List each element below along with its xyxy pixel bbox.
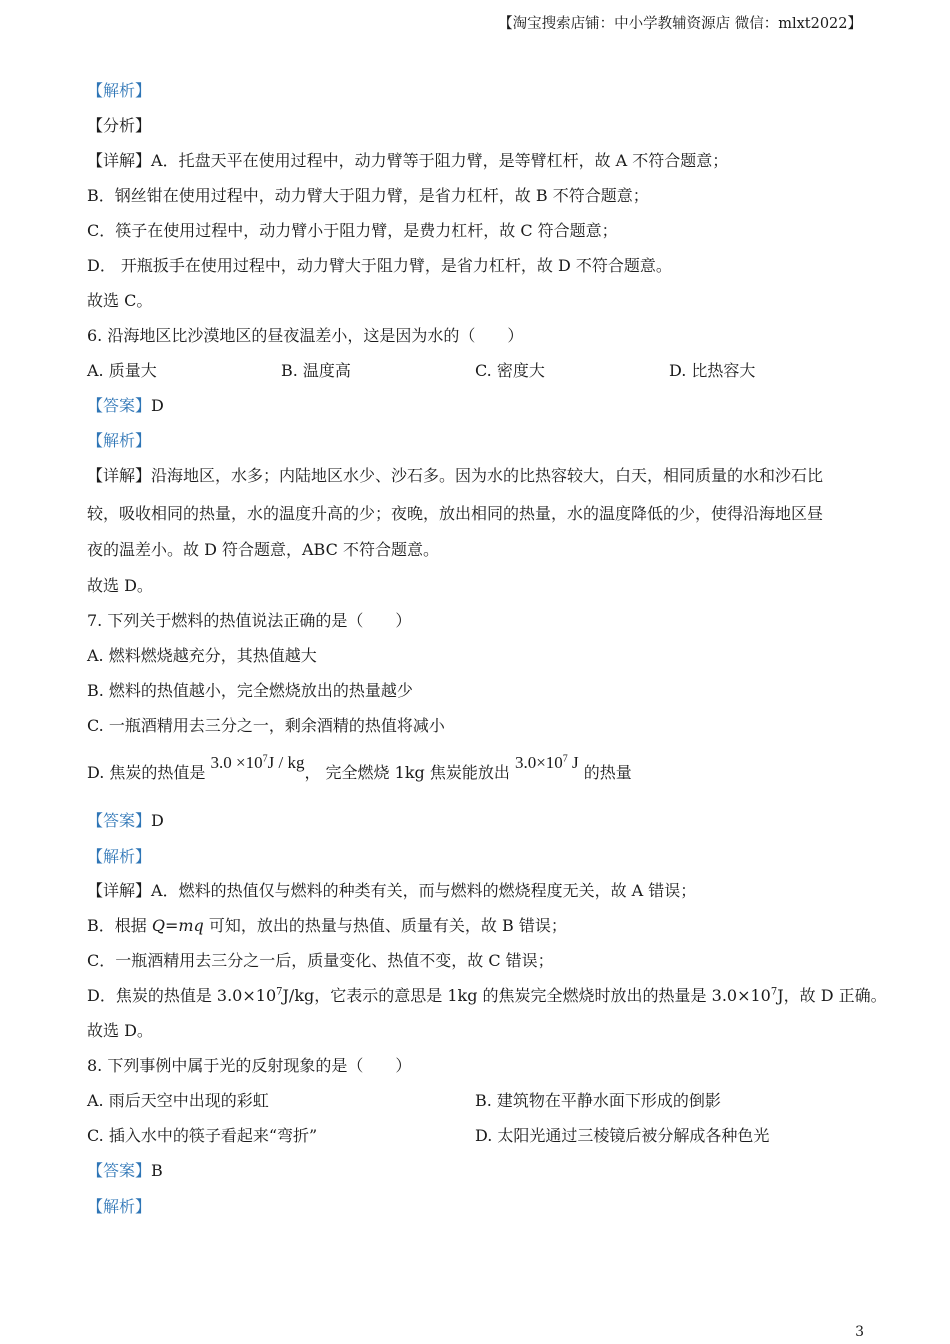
math-base: 3.0×10 (514, 753, 563, 772)
q6-option-a: A. 质量大 (87, 361, 157, 380)
detail-text: A．托盘天平在使用过程中，动力臂等于阻力臂，是等臂杠杆，故 A 不符合题意； (151, 151, 729, 170)
q6-detail-2: 较，吸收相同的热量，水的温度升高的少；夜晚，放出相同的热量，水的温度降低的少，使得沿海地区昼 (87, 504, 824, 523)
q5-detail-d: D． 开瓶扳手在使用过程中，动力臂大于阻力臂，是省力杠杆，故 D 不符合题意。 (87, 256, 672, 275)
math-unit: J / kg (267, 753, 305, 772)
q5-detail-b: B．钢丝钳在使用过程中，动力臂大于阻力臂，是省力杠杆，故 B 不符合题意； (87, 186, 649, 205)
math-exp: 7 (562, 753, 568, 765)
detail-text: 沿海地区，水多；内陆地区水少、沙石多。因为水的比热容较大，白天，相同质量的水和沙石比 (151, 466, 824, 485)
q5-detail-a (87, 150, 728, 172)
detail-tag: 【详解】 (87, 151, 152, 170)
q6-stem: 6. 沿海地区比沙漠地区的昼夜温差小，这是因为水的（ ） (87, 326, 524, 345)
q8-option-b: B. 建筑物在平静水面下形成的倒影 (475, 1091, 721, 1110)
q5-jiexi-tag: 【解析】 (87, 81, 152, 100)
q8-option-d: D. 太阳光通过三棱镜后被分解成各种色光 (475, 1126, 770, 1145)
exponent: 7 (276, 986, 283, 998)
q7-option-a: A. 燃料燃烧越充分，其热值越大 (87, 646, 317, 665)
q7-option-c: C. 一瓶酒精用去三分之一，剩余酒精的热值将减小 (87, 716, 445, 735)
detail-text: A．燃料的热值仅与燃料的种类有关，而与燃料的燃烧程度无关，故 A 错误； (151, 881, 697, 900)
q7-jiexi-tag: 【解析】 (87, 847, 152, 866)
q5-fenxi-tag: 【分析】 (87, 116, 152, 135)
detail-tag: 【详解】 (87, 466, 152, 485)
q6-option-b: B. 温度高 (281, 361, 351, 380)
q5-conclusion: 故选 C。 (87, 291, 153, 310)
detail-b-pre: B．根据 (87, 916, 152, 935)
q6-detail-1 (87, 465, 823, 487)
exponent: 7 (770, 986, 778, 998)
q8-stem: 8. 下列事例中属于光的反射现象的是（ ） (87, 1056, 412, 1075)
detail-d-mid: J/kg，它表示的意思是 1kg 的焦炭完全燃烧时放出的热量是 3.0×10 (282, 986, 771, 1005)
detail-d-pre: D．焦炭的热值是 3.0×10 (87, 986, 277, 1005)
heat-amount-formula (515, 753, 579, 772)
q7-detail-b (87, 915, 567, 937)
q6-jiexi-tag: 【解析】 (87, 431, 152, 450)
answer-value: B (151, 1161, 163, 1180)
math-base: 3.0 ×10 (210, 753, 263, 772)
answer-tag: 【答案】 (87, 396, 152, 415)
page-header: 【淘宝搜索店铺：中小学教辅资源店 微信：mlxt2022】 (498, 16, 862, 32)
q7-detail-c: C．一瓶酒精用去三分之一后，质量变化、热值不变，故 C 错误； (87, 951, 554, 970)
option-d-text: D. 焦炭的热值是 (87, 763, 206, 782)
detail-d-post: J，故 D 正确。 (777, 986, 887, 1005)
heat-value-formula (211, 753, 305, 772)
q7-option-d (87, 753, 632, 784)
math-exp: 7 (262, 753, 268, 765)
q8-answer (87, 1160, 163, 1182)
option-d-mid: ， 完全燃烧 1kg 焦炭能放出 (304, 763, 510, 782)
q8-option-c: C. 插入水中的筷子看起来“弯折” (87, 1126, 318, 1145)
answer-tag: 【答案】 (87, 811, 152, 830)
q8-jiexi-tag: 【解析】 (87, 1197, 152, 1216)
q7-answer (87, 810, 164, 832)
answer-tag: 【答案】 (87, 1161, 152, 1180)
detail-b-post: 可知，放出的热量与热值、质量有关，故 B 错误； (203, 916, 567, 935)
detail-tag: 【详解】 (87, 881, 152, 900)
answer-value: D (151, 811, 164, 830)
q5-detail-c: C．筷子在使用过程中，动力臂小于阻力臂，是费力杠杆，故 C 符合题意； (87, 221, 618, 240)
page-number: 3 (855, 1324, 864, 1340)
q7-stem: 7. 下列关于燃料的热值说法正确的是（ ） (87, 611, 412, 630)
q6-answer (87, 395, 164, 417)
answer-value: D (151, 396, 164, 415)
q8-option-a: A. 雨后天空中出现的彩虹 (87, 1091, 269, 1110)
q6-conclusion: 故选 D。 (87, 576, 153, 595)
q6-detail-3: 夜的温差小。故 D 符合题意，ABC 不符合题意。 (87, 540, 439, 559)
q7-option-b: B. 燃料的热值越小，完全燃烧放出的热量越少 (87, 681, 413, 700)
q6-option-c: C. 密度大 (475, 361, 545, 380)
math-unit: J (567, 753, 579, 772)
option-d-post: 的热量 (583, 763, 632, 782)
q7-conclusion: 故选 D。 (87, 1021, 153, 1040)
q7-detail-a (87, 880, 696, 902)
formula: Q=mq (151, 916, 204, 935)
q7-detail-d (87, 985, 887, 1007)
q6-option-d: D. 比热容大 (669, 361, 756, 380)
